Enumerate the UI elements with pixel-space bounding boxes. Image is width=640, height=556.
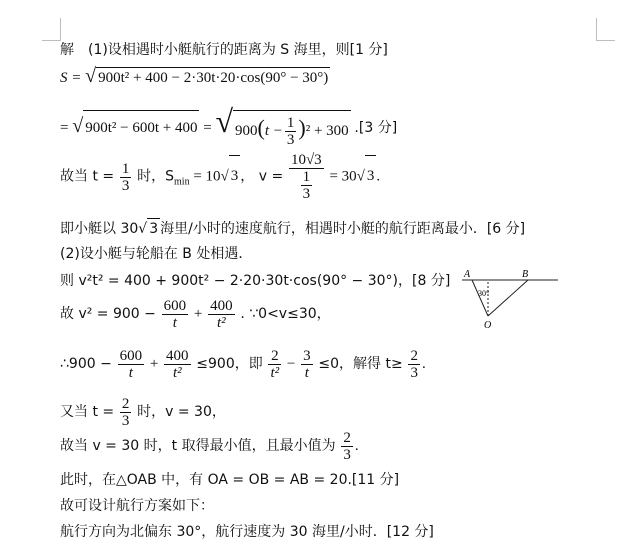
fraction-numerator: 2 [268, 348, 281, 365]
fraction-denominator: t [304, 365, 309, 382]
fraction-numerator: 400 [210, 298, 233, 315]
solution-line-11 [60, 430, 359, 463]
fraction-denominator: t² [172, 365, 182, 382]
fraction-numerator: 3 [303, 348, 311, 365]
fraction-3-t [301, 348, 313, 381]
text-segment: 时，S [137, 168, 175, 185]
fraction-denominator: t² [217, 315, 226, 332]
text-segment: ≤900，即 [196, 356, 263, 372]
nested-numerator: 1 [302, 169, 311, 185]
fraction-numerator: 2 [343, 430, 351, 447]
text-segment: 故当 t = [60, 168, 115, 185]
fraction-denominator: 3 [286, 131, 295, 148]
paren-close: ) [298, 114, 306, 140]
text-segment: 又当 t = [60, 404, 115, 420]
fraction-400-t2 [164, 348, 191, 381]
text-segment: 故 v² = 900 − [60, 306, 156, 322]
solution-line-10 [60, 396, 226, 429]
subscript-min: min [174, 176, 190, 188]
radicand: 3 [229, 155, 241, 196]
radicand-1: 900t² − 600t + 400 [83, 110, 199, 145]
radical-sign: √ [85, 65, 97, 87]
fraction-denominator: t [128, 365, 133, 382]
fraction-denominator: 3 [343, 447, 351, 464]
label-b: B [522, 269, 529, 280]
fraction-numerator: 2 [410, 348, 418, 365]
solution-line-14: 航行方向为北偏东 30°，航行速度为 30 海里/小时．[12 分] [60, 524, 434, 540]
fraction-one-third [285, 115, 297, 148]
radicand-2-term: t − [264, 122, 283, 139]
fraction-600-t [118, 348, 145, 381]
fraction-two-thirds [120, 396, 132, 429]
fraction-numerator: 600 [163, 298, 187, 315]
label-o: O [484, 320, 492, 331]
solution-line-7: 则 v²t² = 400 + 900t² − 2·20·30t·cos(90° − 30°)，[8 分] [60, 273, 451, 289]
score-tag: .[3 分] [354, 120, 398, 136]
formula-line-simplify [60, 104, 397, 148]
fraction-numerator: 1 [121, 160, 130, 177]
text-segment: ≤0，解得 t≥ [318, 356, 403, 372]
fraction-denominator: 3 [410, 365, 418, 382]
fraction-v [289, 152, 324, 202]
segment-ob [488, 280, 528, 316]
equals-sign: = [203, 120, 212, 136]
solution-line-12: 此时，在△OAB 中，有 OA = OB = AB = 20.[11 分] [60, 472, 400, 488]
text-segment: 时，v = 30， [137, 404, 226, 420]
text-segment: ， v = [240, 168, 284, 185]
radicand-2-coef: 900 [235, 122, 258, 139]
fraction-numerator: 1 [286, 114, 295, 131]
fraction-numerator: 600 [119, 348, 143, 365]
fraction-400-t2 [208, 298, 235, 331]
radical-sign: √ [138, 221, 148, 237]
period: . [376, 168, 381, 185]
segment-ao [472, 280, 488, 316]
radicand: 3 [147, 218, 160, 239]
fraction-numerator: 2 [121, 396, 130, 413]
radicand-2-rest: ² + 300 [305, 122, 349, 139]
paren-open: ( [257, 114, 265, 140]
radicand: 3 [365, 155, 377, 196]
text-segment: = 10 [189, 168, 221, 185]
triangle-figure [458, 266, 562, 332]
plus-sign: + [193, 306, 203, 322]
label-a: A [464, 269, 471, 280]
fraction-denominator: 3 [121, 413, 130, 430]
text-segment: 故当 v = 30 时，t 取得最小值，且最小值为 [60, 438, 336, 454]
period: . [421, 356, 426, 372]
s-lhs: S = [60, 70, 86, 86]
radicand: 900t² + 400 − 2·30t·20·cos(90° − 30°) [96, 67, 330, 88]
text-segment: 海里/小时的速度航行，相遇时小艇的航行距离最小．[6 分] [160, 221, 526, 237]
plus-sign: + [149, 356, 159, 372]
radicand-2 [233, 110, 351, 148]
fraction-denominator: t² [270, 365, 280, 382]
fraction-two-thirds [408, 348, 420, 381]
equals-sign: = [60, 120, 69, 136]
text-segment: ∴900 − [60, 356, 112, 372]
formula-line-v2 [60, 296, 331, 332]
text-segment: 即小艇以 30 [60, 221, 139, 237]
solution-line-5 [60, 218, 525, 239]
fraction-600-t [162, 298, 189, 331]
fraction-numerator: 10√3 [290, 152, 322, 168]
minus-sign: − [286, 356, 296, 372]
radical-sign: √ [72, 115, 84, 137]
radical-sign: √ [356, 168, 365, 185]
formula-line-inequality [60, 346, 426, 382]
fraction-denominator: t [172, 315, 177, 332]
page-corner-mark-right [596, 18, 615, 41]
solution-line-13: 故可设计航行方案如下： [60, 498, 214, 514]
nested-denominator: 3 [302, 186, 311, 202]
fraction-one-third [120, 161, 132, 194]
radical-sign: √ [220, 168, 229, 185]
fraction-2-t2 [268, 348, 281, 381]
formula-line-s [60, 66, 330, 88]
solution-line-6: (2)设小艇与轮船在 B 处相遇． [60, 246, 253, 262]
solution-line-1: 解 (1)设相遇时小艇航行的距离为 S 海里，则[1 分] [60, 42, 388, 58]
radical-sign-large: √ [215, 103, 233, 139]
text-segment: = 30 [329, 168, 357, 185]
fraction-denominator: 3 [121, 177, 130, 194]
page-corner-mark-left [42, 18, 61, 41]
formula-line-min [60, 152, 380, 202]
fraction-denominator-nested [289, 169, 324, 202]
period: . [354, 438, 359, 454]
fraction-numerator: 400 [166, 348, 189, 365]
text-segment: . ∵0<v≤30， [240, 306, 331, 322]
fraction-two-thirds [341, 430, 353, 463]
angle-label: 30° [478, 289, 490, 298]
